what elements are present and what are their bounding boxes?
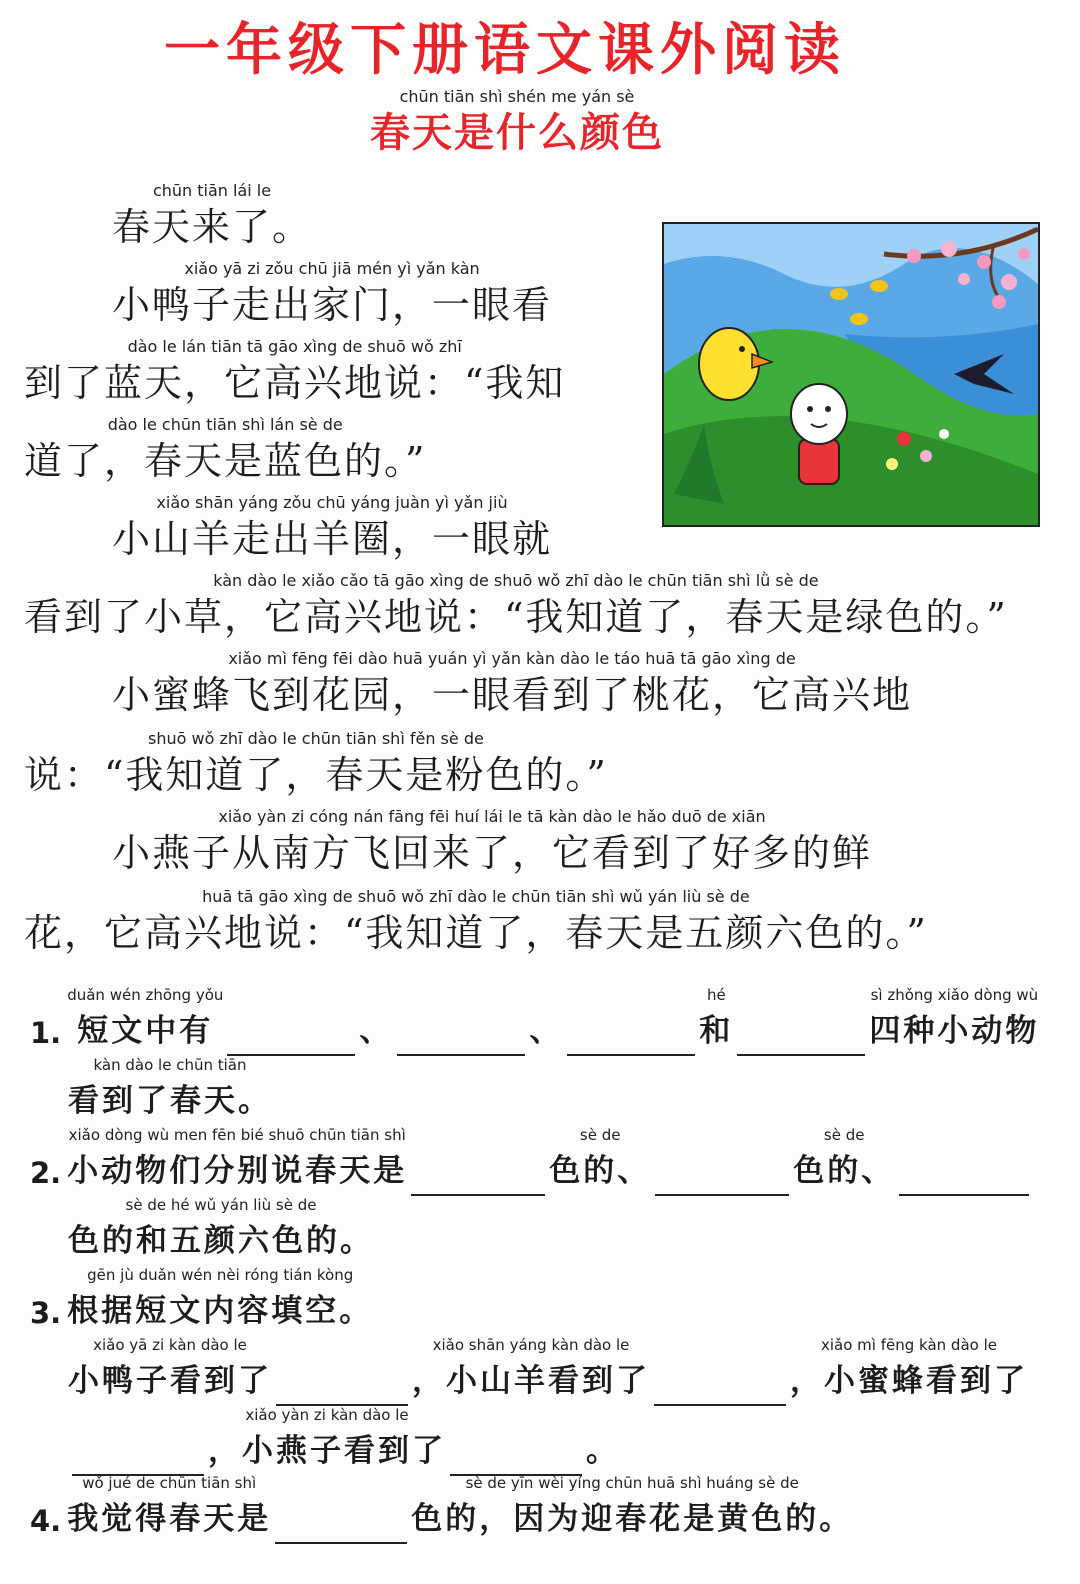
story-text: 小鸭子走出家门，一眼看 (112, 283, 553, 327)
story-text: 花，它高兴地说：“我知道了，春天是五颜六色的。” (24, 911, 928, 955)
story-text: 小山羊走出羊圈，一眼就 (112, 517, 553, 561)
question-text: 色的、 (793, 1153, 896, 1189)
question-text: 短文中有 (77, 1013, 214, 1049)
answer-blank[interactable] (397, 1016, 525, 1056)
question-text: 看到了春天。 (68, 1083, 272, 1119)
story-line-9 (112, 806, 872, 878)
story-text: 到了蓝天，它高兴地说：“我知 (24, 361, 566, 405)
pinyin-line: gēn jù duǎn wén nèi róng tián kòng (87, 1266, 354, 1284)
pinyin-line: kàn dào le chūn tiān (93, 1056, 247, 1074)
question-text: ，小燕子看到了 (208, 1433, 446, 1469)
question-3-line-3 (68, 1404, 620, 1476)
story-title-text: 春天是什么颜色 (370, 110, 664, 156)
pinyin-line: xiǎo yā zi kàn dào le (93, 1336, 247, 1354)
story-text: 看到了小草，它高兴地说：“我知道了，春天是绿色的。” (24, 595, 1008, 639)
question-2-cont (68, 1194, 374, 1266)
pinyin-line: huā tā gāo xìng de shuō wǒ zhī dào le chūn tiān shì wǔ yán liù sè de (202, 887, 750, 906)
pinyin-line: dào le chūn tiān shì lán sè de (107, 415, 343, 434)
answer-blank[interactable] (899, 1156, 1029, 1196)
story-text: 道了，春天是蓝色的。” (24, 439, 427, 483)
question-number: 4. (30, 1504, 62, 1538)
pinyin-line: dào le lán tiān tā gāo xìng de shuō wǒ zhī (127, 337, 462, 356)
pinyin-line: xiǎo yàn zi kàn dào le (245, 1406, 409, 1424)
question-3 (30, 1264, 373, 1336)
story-line-3 (24, 336, 565, 408)
answer-blank[interactable] (655, 1156, 789, 1196)
pinyin-line: xiǎo mì fēng kàn dào le (821, 1336, 997, 1354)
question-3-line-2 (68, 1334, 1028, 1406)
question-number: 2. (30, 1156, 62, 1190)
question-text: 我觉得春天是 (67, 1501, 272, 1537)
question-text: 和 (699, 1013, 734, 1049)
pinyin-line: shuō wǒ zhī dào le chūn tiān shì fěn sè de (148, 729, 484, 748)
pinyin-line: hé (707, 986, 726, 1004)
question-text: 色的，因为迎春花是黄色的。 (411, 1501, 854, 1537)
pinyin-line: xiǎo shān yáng kàn dào le (432, 1336, 630, 1354)
story-line-5 (112, 492, 552, 564)
goat (791, 384, 847, 484)
spring-illustration (662, 222, 1040, 527)
pinyin-line: xiǎo dòng wù men fēn bié shuō chūn tiān shì (68, 1126, 406, 1144)
pinyin-line: sè de (579, 1126, 621, 1144)
story-line-8 (24, 728, 608, 800)
question-number: 3. (30, 1296, 62, 1330)
question-text: 小鸭子看到了 (68, 1363, 272, 1399)
question-text: 根据短文内容填空。 (67, 1293, 374, 1329)
pinyin-line: xiǎo mì fēng fēi dào huā yuán yì yǎn kàn dào le táo huā tā gāo xìng de (228, 649, 796, 668)
question-text: 色的、 (549, 1153, 652, 1189)
answer-blank[interactable] (411, 1156, 545, 1196)
answer-blank[interactable] (72, 1436, 204, 1476)
question-number: 1. (30, 1016, 62, 1050)
answer-blank[interactable] (276, 1366, 408, 1406)
answer-blank[interactable] (275, 1504, 407, 1544)
question-text: 、 (529, 1013, 564, 1049)
story-line-1 (112, 180, 312, 252)
spring-scene-image (664, 224, 1038, 525)
pinyin-line: sè de (823, 1126, 865, 1144)
worksheet-title: 一年级下册语文课外阅读 (164, 18, 846, 83)
story-line-6 (24, 570, 1008, 642)
answer-blank[interactable] (737, 1016, 865, 1056)
answer-blank[interactable] (654, 1366, 786, 1406)
question-2 (30, 1124, 1033, 1196)
question-4 (30, 1472, 853, 1544)
pinyin-line: sè de yīn wèi yíng chūn huā shì huáng sè de (465, 1474, 799, 1492)
story-line-4 (24, 414, 426, 486)
story-title (370, 86, 664, 158)
question-1 (30, 984, 1039, 1056)
pinyin-line: sì zhǒng xiǎo dòng wù (870, 986, 1039, 1004)
story-line-7 (112, 648, 912, 720)
question-1-cont (68, 1054, 272, 1126)
pinyin-line: kàn dào le xiǎo cǎo tā gāo xìng de shuō wǒ zhī dào le chūn tiān shì lǜ sè de (213, 571, 819, 590)
question-text: 色的和五颜六色的。 (68, 1223, 374, 1259)
question-text: ，小山羊看到了 (412, 1363, 650, 1399)
story-line-10 (24, 886, 928, 958)
pinyin-line: xiǎo yā zi zǒu chū jiā mén yì yǎn kàn (184, 259, 480, 278)
story-title-pinyin: chūn tiān shì shén me yán sè (399, 87, 635, 106)
story-text: 小燕子从南方飞回来了，它看到了好多的鲜 (112, 831, 873, 875)
pinyin-line: xiǎo shān yáng zǒu chū yáng juàn yì yǎn jiù (156, 493, 508, 512)
story-text: 春天来了。 (112, 205, 313, 249)
pinyin-line: xiǎo yàn zi cóng nán fāng fēi huí lái le tā kàn dào le hǎo duō de xiān (218, 807, 766, 826)
answer-blank[interactable] (227, 1016, 355, 1056)
pinyin-line: sè de hé wǔ yán liù sè de (125, 1196, 317, 1214)
question-text: 、 (359, 1013, 394, 1049)
question-text: ，小蜜蜂看到了 (790, 1363, 1028, 1399)
story-text: 说：“我知道了，春天是粉色的。” (24, 753, 608, 797)
story-text: 小蜜蜂飞到花园，一眼看到了桃花，它高兴地 (112, 673, 913, 717)
pinyin-line: duǎn wén zhōng yǒu (67, 986, 224, 1004)
question-text: 小动物们分别说春天是 (67, 1153, 408, 1189)
pinyin-line: chūn tiān lái le (152, 181, 272, 200)
answer-blank[interactable] (450, 1436, 582, 1476)
question-text: 。 (586, 1433, 620, 1469)
answer-blank[interactable] (567, 1016, 695, 1056)
story-line-2 (112, 258, 552, 330)
pinyin-line: wǒ jué de chūn tiān shì (82, 1474, 257, 1492)
question-text: 四种小动物 (869, 1013, 1040, 1049)
